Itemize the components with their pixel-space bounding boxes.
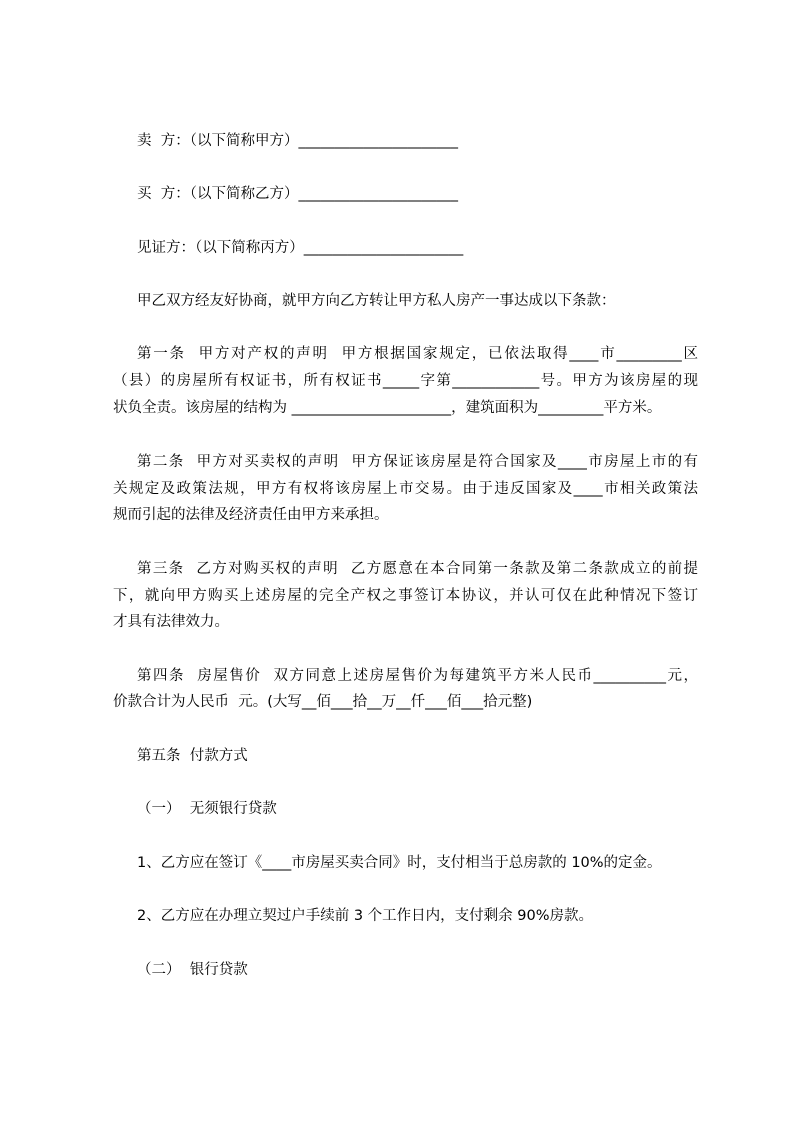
seller-line: 卖 方：（以下简称甲方）______________________ <box>137 133 458 149</box>
payment-option-bank-loan: （二） 银行贷款 <box>137 962 248 978</box>
buyer-line: 买 方：（以下简称乙方）______________________ <box>137 186 458 202</box>
article1-line1: 第一条 甲方对产权的声明 甲方根据国家规定，已依法取得____市_________区 <box>137 346 698 362</box>
article5-title: 第五条 付款方式 <box>137 748 248 764</box>
witness-line: 见证方：（以下简称丙方）______________________ <box>137 240 464 256</box>
article2-line2: 关规定及政策法规，甲方有权将该房屋上市交易。由于违反国家及____市相关政策法 <box>113 481 698 497</box>
article1-line3: 状负全责。该房屋的结构为 ______________________，建筑面积为_________平方米。 <box>113 400 662 416</box>
payment-item-2: 2、乙方应在办理立契过户手续前 3 个工作日内，支付剩余 90%房款。 <box>137 908 594 924</box>
article3-line2: 下，就向甲方购买上述房屋的完全产权之事签订本协议，并认可仅在此种情况下签订 <box>113 588 698 604</box>
article4-line2: 价款合计为人民币 元。(大写__佰___拾__万__仟___佰___拾元整) <box>113 694 533 710</box>
article4-line1: 第四条 房屋售价 双方同意上述房屋售价为每建筑平方米人民币__________元， <box>137 668 698 684</box>
intro-paragraph: 甲乙双方经友好协商，就甲方向乙方转让甲方私人房产一事达成以下条款： <box>137 293 616 309</box>
article3-line1: 第三条 乙方对购买权的声明 乙方愿意在本合同第一条款及第二条款成立的前提 <box>137 561 698 577</box>
article3-line3: 才具有法律效力。 <box>113 614 229 630</box>
payment-option-no-loan: （一） 无须银行贷款 <box>137 801 277 817</box>
article2-line3: 规而引起的法律及经济责任由甲方来承担。 <box>113 507 389 523</box>
article1-line2: （县）的房屋所有权证书，所有权证书_____字第____________号。甲方为该房屋的现 <box>113 373 698 389</box>
payment-item-1: 1、乙方应在签订《____市房屋买卖合同》时，支付相当于总房款的 10%的定金。 <box>137 855 662 871</box>
article2-line1: 第二条 甲方对买卖权的声明 甲方保证该房屋是符合国家及____市房屋上市的有 <box>137 454 698 470</box>
